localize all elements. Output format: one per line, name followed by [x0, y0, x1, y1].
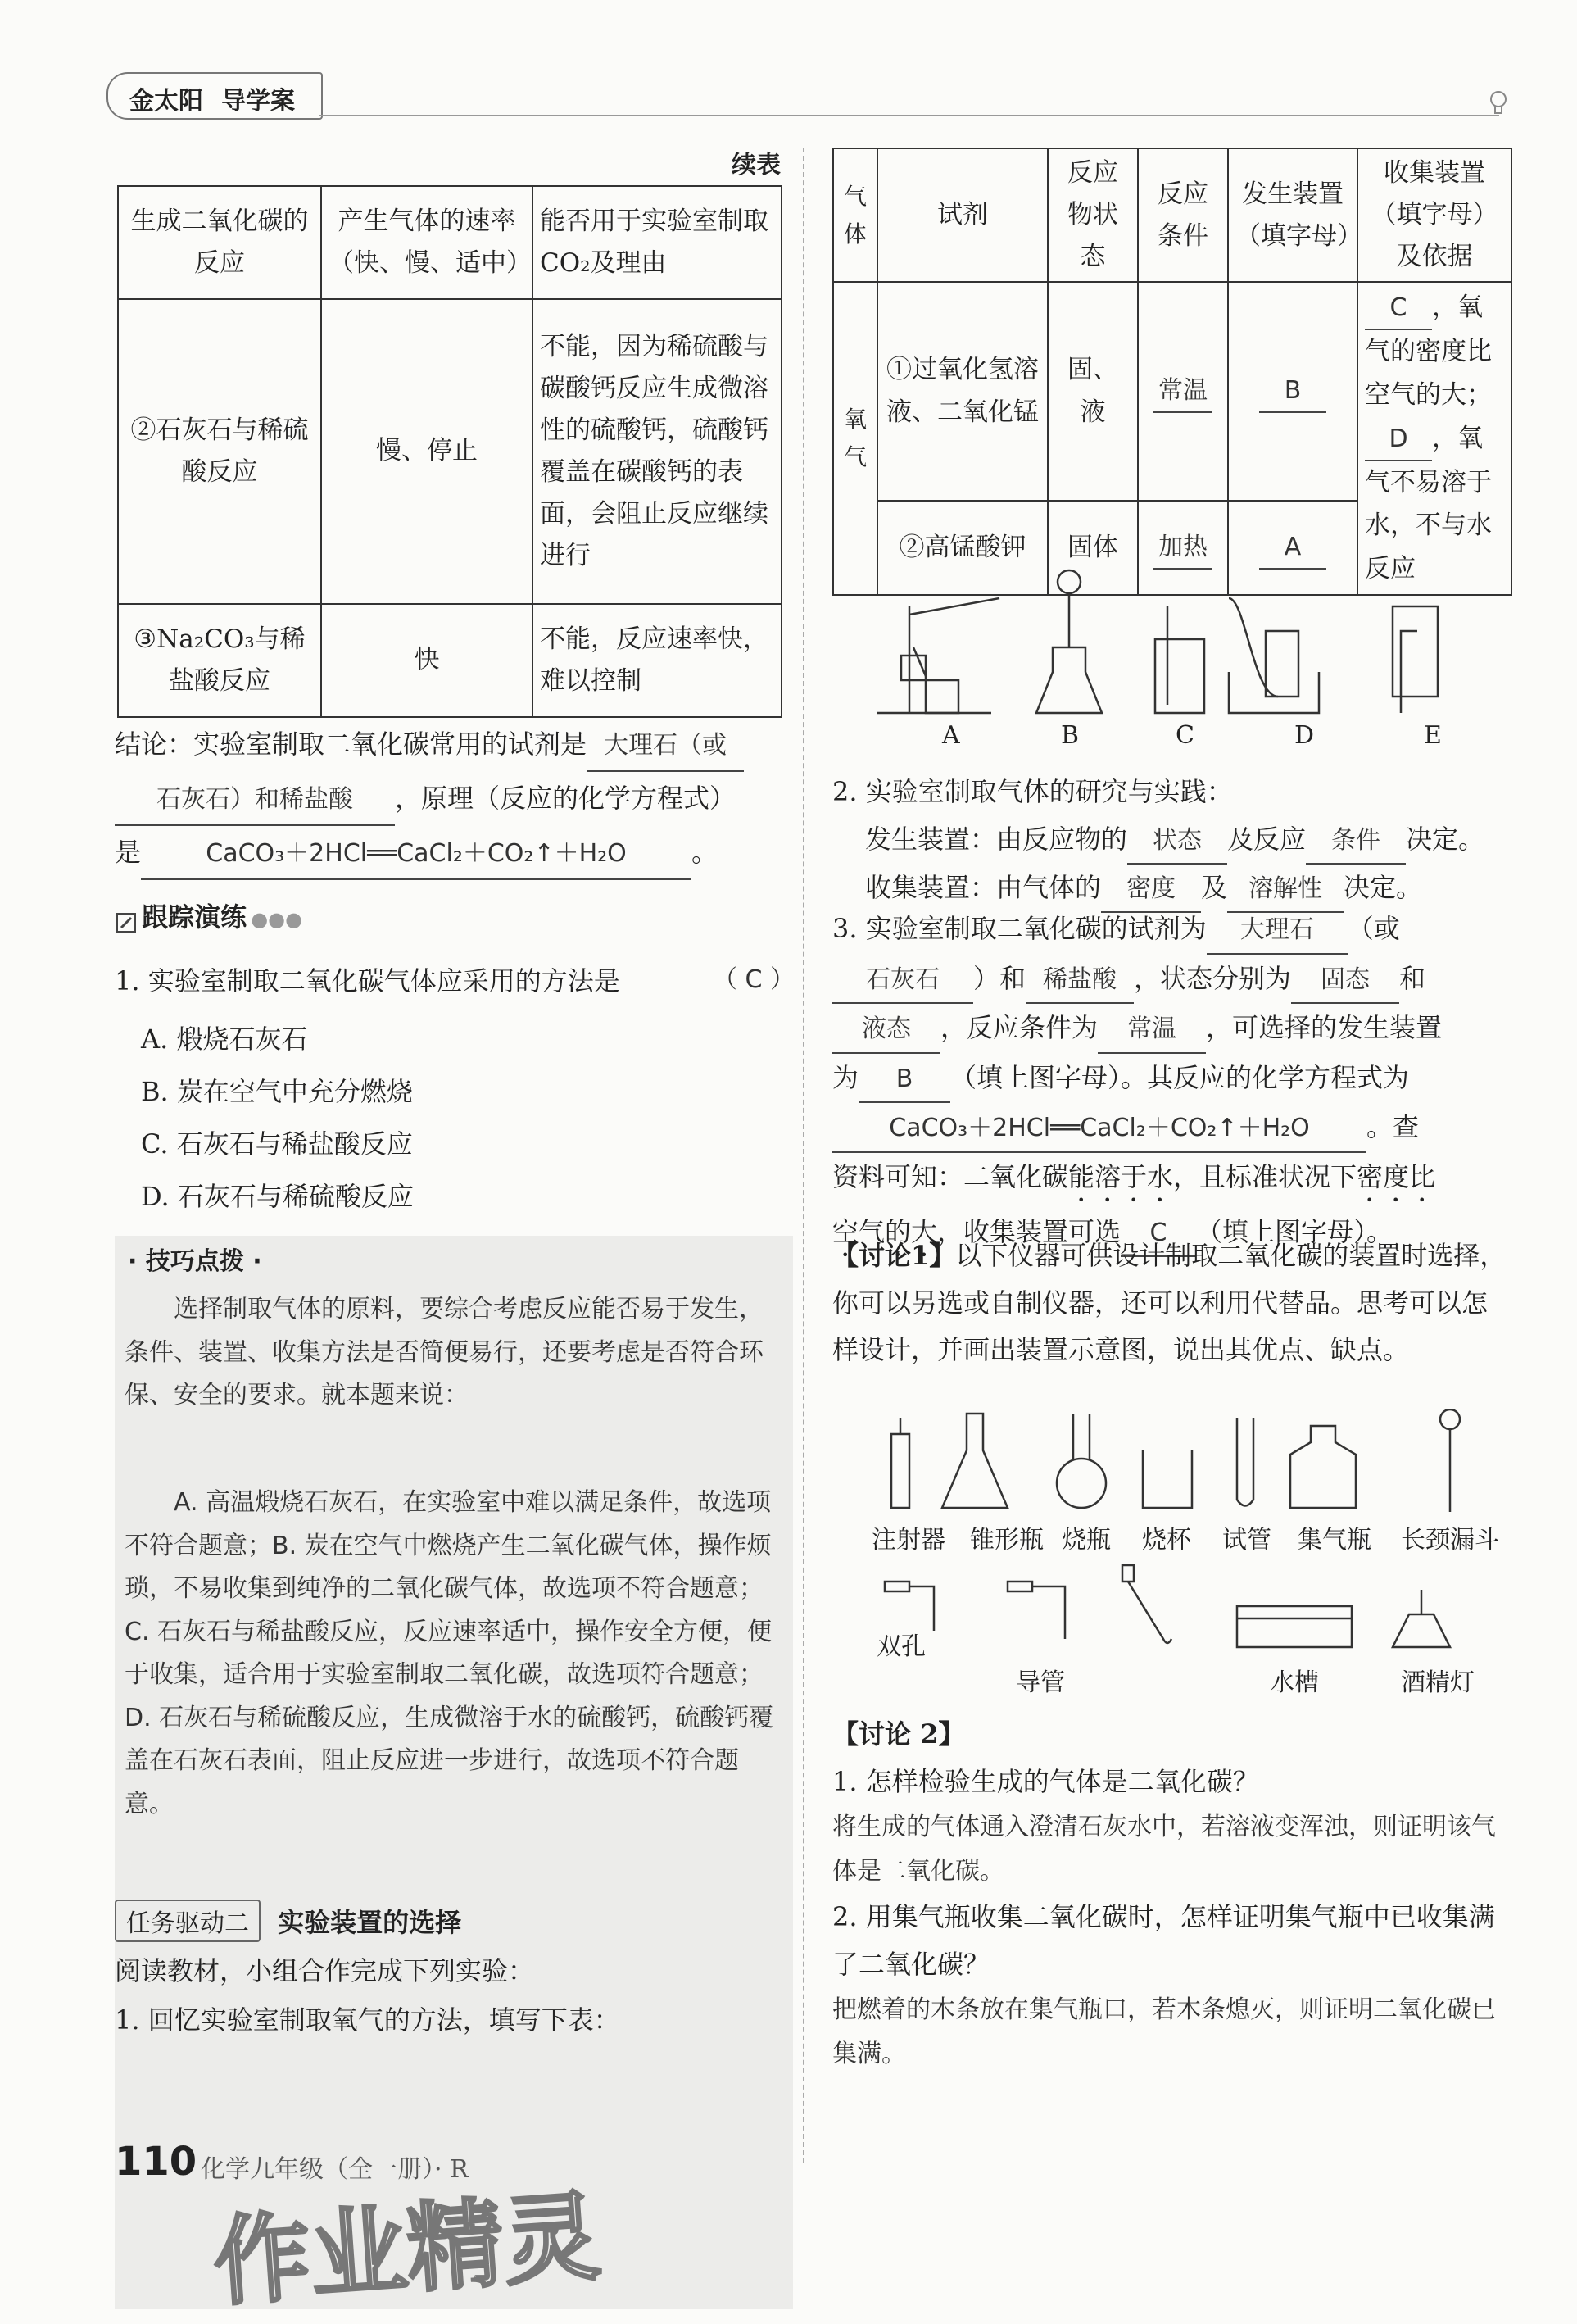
answer-blank[interactable]: 稀盐酸 [1026, 957, 1134, 1005]
long-neck-funnel-icon [1440, 1409, 1460, 1512]
instrument-label: 酒精灯 [1401, 1668, 1475, 1697]
discussion-2-q2: 2. 用集气瓶收集二氧化碳时，怎样证明集气瓶中已收集满了二氧化碳？ [832, 1901, 1495, 1980]
instruments-figure-2 [868, 1557, 1475, 1655]
label-e: E [1424, 721, 1442, 750]
round-flask-icon [1057, 1414, 1106, 1508]
answer-blank[interactable]: 加热 [1153, 527, 1212, 570]
label-b: B [1061, 721, 1080, 750]
option-d: D. 石灰石与稀硫酸反应 [141, 1181, 414, 1212]
label-c: C [1176, 721, 1194, 750]
table-cell: 不能，反应速率快，难以控制 [532, 604, 782, 717]
table-header: 气体 [833, 148, 877, 282]
instrument-label: 烧瓶 [1062, 1526, 1111, 1555]
page-header [106, 72, 1516, 121]
table-header: 产生气体的速率（快、慢、适中） [321, 186, 532, 299]
label-a: A [942, 721, 960, 750]
lightbulb-icon [1486, 89, 1511, 118]
question-3: 3. 实验室制取二氧化碳的试剂为 大理石 （或 石灰石 ）和 稀盐酸 ，状态分别为 固态 和 液态 ，反应条件为 常温 ，可选择的发生装置 为 B （填上图字母）。其反应的化学方程式为 CaCO₃＋2HCl══CaCl₂＋CO₂↑＋H₂O 。查 资料可知：二氧化碳能溶于水，且标准状况下密度比 空气的大，收集装置可选 C （填上图字母）。 [832, 905, 1512, 1263]
answer-blank[interactable]: B [1259, 370, 1326, 413]
answer-blank[interactable]: 常温 [1153, 370, 1212, 413]
answer-blank[interactable]: 固态 [1291, 957, 1399, 1005]
instrument-label: 锥形瓶 [970, 1526, 1044, 1555]
apparatus-e [1393, 606, 1438, 713]
apparatus-b [1036, 570, 1102, 713]
brand-name: 金太阳 [129, 87, 203, 116]
table-cell: 快 [321, 604, 532, 717]
discussion-2: 【讨论 2】 1. 怎样检验生成的气体是二氧化碳？ 将生成的气体通入澄清石灰水中，若溶液变浑浊，则证明该气体是二氧化碳。 2. 用集气瓶收集二氧化碳时，怎样证明集气瓶中已收集满了二氧化碳？ 把燃着的木条放在集气瓶口，若木条熄灭，则证明二氧化碳已集满。 [832, 1711, 1512, 2077]
instrument-label: 试管 [1222, 1526, 1271, 1555]
table-cell: 固体 [1048, 501, 1138, 595]
answer-blank[interactable]: 溶解性 [1227, 867, 1344, 913]
co2-reaction-table [117, 185, 782, 718]
task-line1: 阅读教材，小组合作完成下列实验： [115, 1955, 535, 1986]
page-number: 110 [115, 2139, 197, 2185]
task-line2: 1. 回忆实验室制取氧气的方法，填写下表： [115, 2004, 620, 2036]
answer-blank[interactable]: 常温 [1098, 1006, 1206, 1054]
tip-title: · 技巧点拨 · [128, 1247, 262, 1276]
option-a: A. 煅烧石灰石 [141, 1024, 308, 1055]
table-header: 反应物状态 [1048, 148, 1138, 282]
answer-blank[interactable]: 石灰石）和稀盐酸 [115, 775, 395, 826]
practice-heading: 跟踪演练 ●●● [115, 896, 302, 934]
label-d: D [1294, 721, 1315, 750]
gas-bottle-icon [1290, 1426, 1356, 1508]
discussion-1: 【讨论1】以下仪器可供设计制取二氧化碳的装置时选择，你可以另选或自制仪器，还可以利用代替品。思考可以怎样设计，并画出装置示意图，说出其优点、缺点。 [832, 1240, 1507, 1366]
apparatus-c [1155, 606, 1204, 713]
column-divider [803, 148, 804, 2163]
instruments-figure [860, 1409, 1507, 1516]
beaker-icon [1143, 1450, 1192, 1508]
answer-blank[interactable]: D [1365, 418, 1432, 461]
answer-blank[interactable]: C [1121, 1210, 1196, 1258]
collect-reason: ，氧气不易溶于水，不与水反应 [1365, 423, 1492, 584]
gas-cell: 氧气 [833, 282, 877, 594]
table-header: 反应条件 [1138, 148, 1228, 282]
table-header: 能否用于实验室制取CO₂及理由 [532, 186, 782, 299]
instrument-label: 集气瓶 [1298, 1526, 1371, 1555]
option-b: B. 炭在空气中充分燃烧 [141, 1076, 413, 1107]
practice-options [141, 1013, 414, 1223]
table-header: 试剂 [877, 148, 1048, 282]
continued-label: 续表 [732, 151, 781, 179]
table-cell: 不能，因为稀硫酸与碳酸钙反应生成微溶性的硫酸钙，硫酸钙覆盖在碳酸钙的表面，会阻止反应继续进行 [532, 299, 782, 604]
table-header: 生成二氧化碳的反应 [118, 186, 321, 299]
table-header: 发生装置（填字母） [1228, 148, 1357, 282]
answer-blank[interactable]: 密度 [1101, 867, 1201, 913]
task-heading [115, 1900, 461, 1942]
task-title: 实验装置的选择 [278, 1907, 462, 1938]
answer-blank[interactable]: 状态 [1127, 819, 1227, 865]
answer-blank[interactable]: C [1365, 287, 1432, 330]
book-title: 化学九年级（全一册）· R [201, 2155, 469, 2184]
option-c: C. 石灰石与稀盐酸反应 [141, 1128, 413, 1160]
brand-subtitle: 导学案 [221, 87, 295, 116]
instrument-label: 水槽 [1270, 1668, 1319, 1697]
instrument-label: 双孔 [877, 1632, 926, 1661]
apparatus-figure [868, 557, 1491, 746]
answer-blank[interactable]: A [1259, 527, 1326, 570]
oxygen-table [832, 148, 1512, 596]
answer-blank[interactable]: 石灰石 [832, 957, 973, 1005]
instrument-label: 注射器 [872, 1526, 945, 1555]
table-cell: ③Na₂CO₃与稀盐酸反应 [118, 604, 321, 717]
instrument-label: 导管 [1016, 1668, 1065, 1697]
tube-icon [1008, 1582, 1065, 1639]
task-tag: 任务驱动二 [115, 1900, 261, 1942]
two-hole-stopper-icon [885, 1582, 934, 1631]
equation-blank[interactable]: CaCO₃＋2HCl══CaCl₂＋CO₂↑＋H₂O [832, 1105, 1366, 1153]
conclusion: 结论：实验室制取二氧化碳常用的试剂是 大理石（或 石灰石）和稀盐酸 ，原理（反应的化学方程式） 是 CaCO₃＋2HCl══CaCl₂＋CO₂↑＋H₂O 。 [115, 718, 795, 880]
tip-para1: 选择制取气体的原料，要综合考虑反应能否易于发生，条件、装置、收集方法是否简便易行，还要考虑是否符合环保、安全的要求。就本题来说： [125, 1295, 764, 1409]
discussion-2-a2: 把燃着的木条放在集气瓶口，若木条熄灭，则证明二氧化碳已集满。 [832, 1995, 1496, 2069]
syringe-icon [891, 1418, 909, 1508]
bent-tube-icon [1122, 1565, 1171, 1643]
discussion-2-q1: 1. 怎样检验生成的气体是二氧化碳？ [832, 1765, 1259, 1797]
practice-question: 1. 实验室制取二氧化碳气体应采用的方法是 （ C ） [115, 960, 795, 1002]
table-cell: ②高锰酸钾 [877, 501, 1048, 595]
table-cell: 固、液 [1048, 282, 1138, 500]
water-trough-icon [1237, 1606, 1352, 1647]
answer-blank[interactable]: 大理石 [1207, 907, 1348, 955]
apparatus-labels [868, 721, 1491, 754]
pencil-icon [115, 911, 138, 934]
answer-blank[interactable]: 条件 [1306, 819, 1406, 865]
question-2: 2. 实验室制取气体的研究与实践： 发生装置：由反应物的 状态 及反应 条件 决定。 收集装置：由气体的 密度 及 溶解性 决定。 [832, 769, 1512, 913]
table-header: 收集装置（填字母）及依据 [1357, 148, 1511, 282]
collect-reason: ，氧气的密度比空气的大； [1365, 293, 1492, 411]
answer-blank[interactable]: 大理石（或 [587, 721, 744, 772]
answer-blank[interactable]: B [859, 1056, 950, 1104]
practice-answer: （ C ） [712, 965, 795, 994]
conical-flask-icon [942, 1414, 1008, 1508]
instrument-label: 长颈漏斗 [1401, 1526, 1499, 1555]
test-tube-icon [1237, 1418, 1253, 1506]
watermark: 作业精灵 [210, 2179, 604, 2320]
apparatus-a [877, 598, 999, 713]
table-cell: 慢、停止 [321, 299, 532, 604]
equation-blank[interactable]: CaCO₃＋2HCl══CaCl₂＋CO₂↑＋H₂O [141, 829, 691, 880]
apparatus-d [1229, 598, 1319, 713]
table-cell: ②石灰石与稀硫酸反应 [118, 299, 321, 604]
tip-para2: A. 高温煅烧石灰石，在实验室中难以满足条件，故选项不符合题意；B. 炭在空气中燃烧产生二氧化碳气体，操作烦琐，不易收集到纯净的二氧化碳气体，故选项不符合题意；C. 石灰石与稀盐酸反应，反应速率适中，操作安全方便，便于收集，适合用于实验室制取二氧化碳，故选项符合题意；D. 石灰石与稀硫酸反应，生成微溶于水的硫酸钙，硫酸钙覆盖在石灰石表面，阻止反应进一步进行，故选项不符合题意。 [125, 1488, 774, 1818]
table-cell: ①过氧化氢溶液、二氧化锰 [877, 282, 1048, 500]
discussion-2-a1: 将生成的气体通入澄清石灰水中，若溶液变浑浊，则证明该气体是二氧化碳。 [832, 1813, 1496, 1886]
instrument-label: 烧杯 [1142, 1526, 1191, 1555]
alcohol-lamp-icon [1393, 1590, 1450, 1647]
answer-blank[interactable]: 液态 [832, 1006, 940, 1054]
